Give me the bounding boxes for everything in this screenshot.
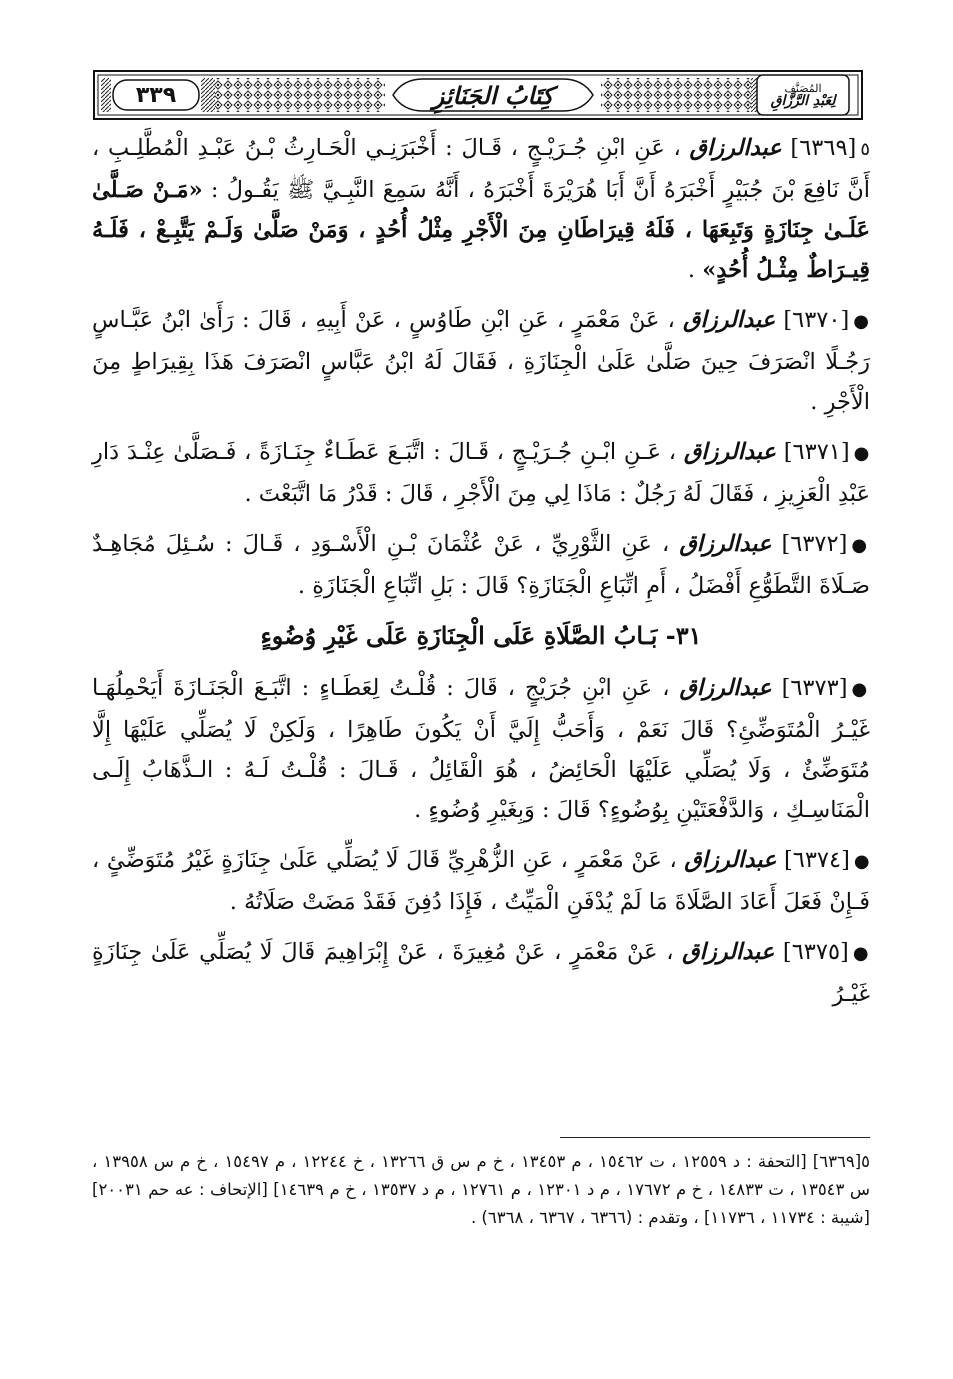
- isnad-text: ، عَنِ ابْنِ جُـرَيْـجٍ ، قَـالَ : أَخْبَرَنِـي الْحَـارِثُ بْـنُ عَبْـدِ الْمُطَّلِـبِ ، أَنَّ نَافِعَ بْنَ جُبَيْرٍ أَخْبَرَهُ أَنَّ أَبَا هُرَيْرَةَ أَخْبَرَهُ ، أَنَّهُ سَمِعَ النَّبِـيَّ ﷺ يَقُـولُ :: [92, 135, 870, 203]
- bullet-marker: ●: [851, 679, 870, 700]
- author-name: عبدالرزاق: [689, 135, 782, 161]
- hadith-6369: [92, 128, 870, 290]
- hadith-6370: [92, 300, 870, 422]
- hadith-number: [٦٣٧١]: [783, 439, 850, 465]
- emblem-line-2: لِعَبْدِ الرَّزَّاقِ: [770, 92, 836, 109]
- hadith-number: [٦٣٧٤]: [783, 847, 850, 873]
- bullet-marker: ●: [853, 851, 870, 872]
- paragraph-text: ، عَنْ مَعْمَرٍ ، عَنِ الزُّهْرِيِّ قَالَ لَا يُصَلِّي عَلَىٰ جِنَازَةٍ غَيْرُ مُتَوَضِّئٍ ، فَـإِنْ فَعَلَ أَعَادَ الصَّلَاةَ مَا لَمْ يُدْفَنِ الْمَيِّتُ ، فَإِذَا دُفِنَ فَقَدْ مَضَتْ صَلَاتُهُ .: [92, 847, 870, 915]
- bullet-marker: ●: [853, 311, 870, 332]
- hadith-number: [٦٣٧٣]: [781, 675, 848, 701]
- author-name: عبدالرزاق: [683, 307, 776, 333]
- author-name: عبدالرزاق: [679, 675, 772, 701]
- emblem-text: [757, 75, 849, 115]
- footnote: ٥[٦٣٦٩] [التحفة : د ١٢٥٥٩ ، ت ١٥٤٦٢ ، م ١٣٤٥٣ ، خ م س ق ١٣٢٦٦ ، خ ١٢٢٤٤ ، م ١٥٤٩٧ ، خ م س ١٣٩٥٨ ، س ١٣٥٤٣ ، ت ١٤٨٣٣ ، خ م ١٧٦٧٢ ، م د ١٢٣٠١ ، م ١٢٧٦١ ، م د ١٣٥٣٧ ، خ م ١٤٦٣٩] [الإتحاف : عه حم ٢٠٠٣١] [شيبة : ١١٧٣٤ ، ١١٧٣٦] ، وتقدم : (٦٣٦٦ ، ٦٣٦٧ ، ٦٣٦٨) .: [92, 1152, 871, 1227]
- right-ornament-band: [601, 78, 757, 112]
- hadith-6373: [92, 668, 870, 830]
- page-header: [93, 70, 863, 120]
- paragraph-tail: .: [687, 257, 696, 283]
- hadith-number: [٦٣٦٩]: [790, 135, 857, 161]
- page-number: ٣٣٩: [135, 82, 177, 108]
- chapter-heading: ٣١- بَـابُ الصَّلَاةِ عَلَى الْجِنَازَةِ عَلَى غَيْرِ وُضُوءٍ: [260, 621, 702, 650]
- hadith-6374: [92, 840, 870, 922]
- book-title: كِتَابُ الجَنَائِزِ: [432, 80, 554, 110]
- main-text: [92, 128, 870, 1014]
- bullet-marker: ●: [853, 443, 870, 464]
- author-name: عبدالرزاق: [682, 939, 775, 965]
- hollow-circle-marker: ٥: [860, 139, 870, 160]
- matn-quote: «مَـنْ صَـلَّىٰ عَلَـىٰ جِنَازَةٍ وَتَبِعَهَا ، فَلَهُ قِيرَاطَانِ مِنَ الْأَجْرِ مِثْلُ أُحُدٍ ، وَمَنْ صَلَّىٰ وَلَـمْ يَتَّبِـعْ ، فَلَـهُ قِيـرَاطٌ مِثْـلُ أُحُدٍ»: [92, 177, 870, 283]
- emblem-line-1: المُصَنَّف: [784, 81, 822, 95]
- bullet-marker: ●: [851, 535, 870, 556]
- book-emblem: [757, 75, 849, 115]
- author-name: عبدالرزاق: [684, 847, 777, 873]
- footnote-separator: [560, 1137, 870, 1138]
- author-name: عبدالرزاق: [683, 439, 776, 465]
- hadith-6372: [92, 524, 870, 606]
- paragraph-text: ، عَنِ ابْنِ جُرَيْجٍ ، قَالَ : قُلْـتُ لِعَطَـاءٍ : اتَّبَـعَ الْجَنَـازَةَ أَيَحْمِلُهَـا غَيْـرُ الْمُتَوَضِّئِ؟ قَالَ نَعَمْ ، وَأَحَبُّ إِلَيَّ أَنْ يَكُونَ طَاهِرًا ، وَلَكِنْ لَا يُصَلِّي عَلَيْهَا إِلَّا مُتَوَضِّئٌ ، وَلَا يُصَلِّي عَلَيْهَا الْحَائِضُ ، هُوَ الْقَائِلُ ، قَـالَ : قُلْـتُ لَـهُ : الـذَّهَابُ إِلَـى الْمَنَاسِـكِ ، وَالدَّفْعَتَيْنِ بِوُضُوءٍ؟ قَالَ : وَبِغَيْرِ وُضُوءٍ .: [92, 675, 870, 823]
- paragraph-text: ، عَنِ الثَّوْرِيِّ ، عَنْ عُثْمَانَ بْـنِ الْأَسْـوَدِ ، قَـالَ : سُـئِلَ مُجَاهِـدٌ صَـلَاةَ التَّطَوُّعِ أَفْضَلُ ، أَمِ اتِّبَاعِ الْجَنَازَةِ؟ قَالَ : بَلِ اتِّبَاعِ الْجَنَازَةِ .: [92, 531, 870, 599]
- hadith-number: [٦٣٧٥]: [782, 939, 849, 965]
- paragraph-text: ، عَنْ مَعْمَرٍ ، عَنْ مُغِيرَةَ ، عَنْ إِبْرَاهِيمَ قَالَ لَا يُصَلِّي عَلَىٰ جِنَازَةٍ غَيْـرُ: [92, 939, 870, 1007]
- hadith-number: [٦٣٧٠]: [783, 307, 850, 333]
- bullet-marker: ●: [852, 943, 871, 964]
- hadith-number: [٦٣٧٢]: [781, 531, 848, 557]
- hadith-6375: [92, 932, 870, 1014]
- hadith-6371: [92, 432, 870, 514]
- paragraph-text: ، عَـنِ ابْـنِ جُـرَيْـجٍ ، قَـالَ : اتَّبَـعَ عَطَـاءٌ جِنَـازَةً ، فَـصَلَّىٰ عِنْـدَ دَارِ عَبْدِ الْعَزِيزِ ، فَقَالَ لَهُ رَجُلٌ : مَاذَا لِي مِنَ الْأَجْرِ ، قَالَ : قَدْرُ مَا اتَّبَعْتَ .: [92, 439, 870, 507]
- author-name: عبدالرزاق: [679, 531, 772, 557]
- paragraph-text: ، عَنْ مَعْمَرٍ ، عَنِ ابْنِ طَاوُسٍ ، عَنْ أَبِيهِ ، قَالَ : رَأَىٰ ابْنُ عَبَّـاسٍ رَجُـلًا انْصَرَفَ حِينَ صَلَّىٰ عَلَىٰ الْجِنَازَةِ ، فَقَالَ لَهُ ابْنُ عَبَّاسٍ انْصَرَفَ هَذَا بِقِيرَاطٍ مِنَ الْأَجْرِ .: [92, 307, 870, 415]
